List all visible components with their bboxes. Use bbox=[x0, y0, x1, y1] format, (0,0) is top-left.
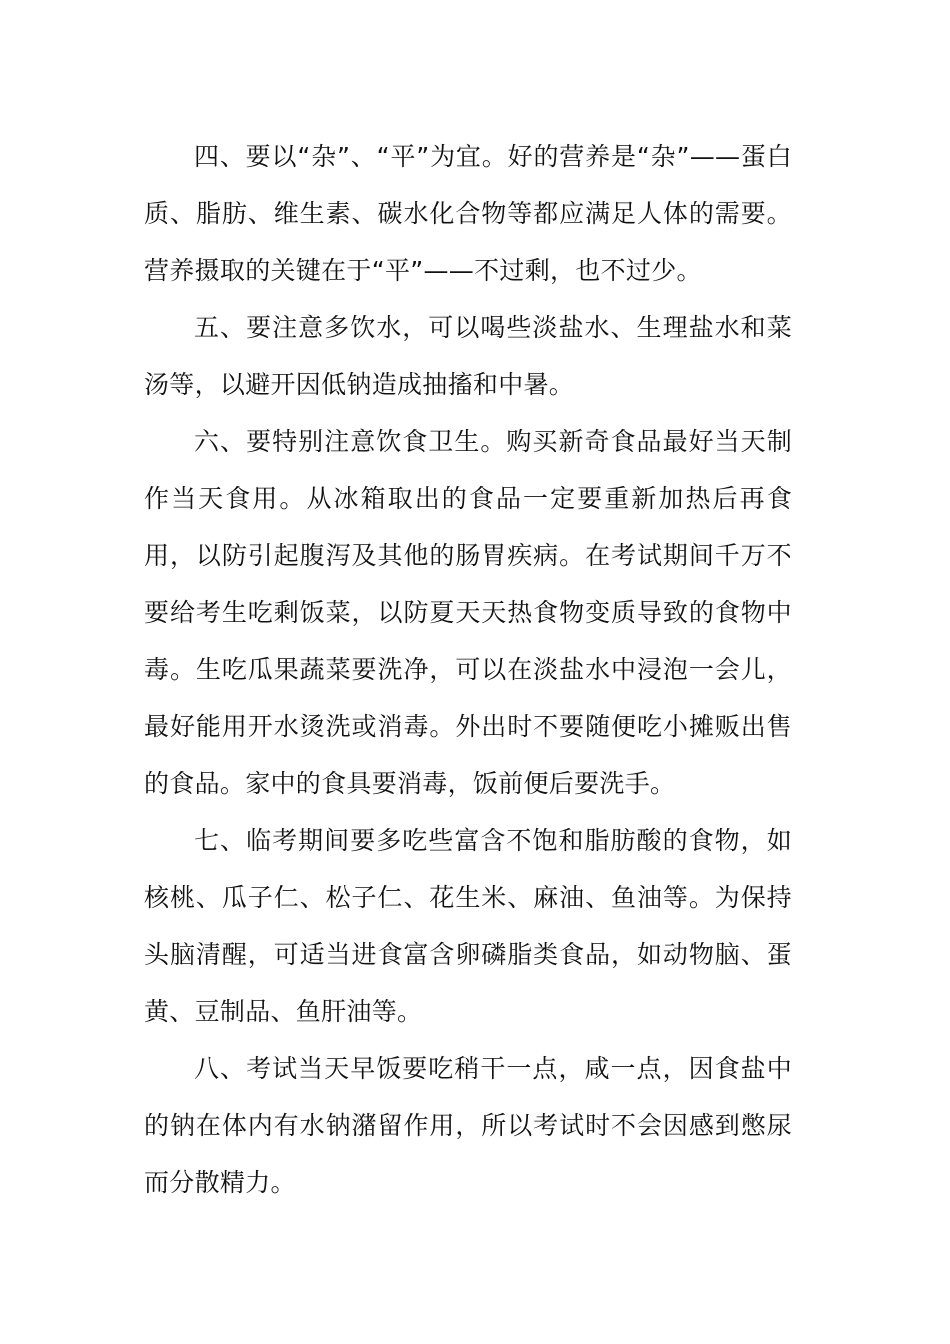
paragraph-5: 五、要注意多饮水，可以喝些淡盐水、生理盐水和菜汤等，以避开因低钠造成抽搐和中暑。 bbox=[144, 313, 792, 399]
paragraph-4: 四、要以“杂”、“平”为宜。好的营养是“杂”——蛋白质、脂肪、维生素、碳水化合物等都应满足人体的需要。营养摄取的关键在于“平”——不过剩，也不过少。 bbox=[144, 142, 792, 285]
document-page bbox=[144, 128, 792, 1211]
paragraph-8: 八、考试当天早饭要吃稍干一点，咸一点，因食盐中的钠在体内有水钠潴留作用，所以考试时不会因感到憋尿而分散精力。 bbox=[144, 1054, 792, 1197]
paragraph-6: 六、要特别注意饮食卫生。购买新奇食品最好当天制作当天食用。从冰箱取出的食品一定要重新加热后再食用，以防引起腹泻及其他的肠胃疾病。在考试期间千万不要给考生吃剩饭菜，以防夏天天热食物变质导致的食物中毒。生吃瓜果蔬菜要洗净，可以在淡盐水中浸泡一会儿，最好能用开水烫洗或消毒。外出时不要随便吃小摊贩出售的食品。家中的食具要消毒，饭前便后要洗手。 bbox=[144, 427, 792, 798]
paragraph-7: 七、临考期间要多吃些富含不饱和脂肪酸的食物，如核桃、瓜子仁、松子仁、花生米、麻油、鱼油等。为保持头脑清醒，可适当进食富含卵磷脂类食品，如动物脑、蛋黄、豆制品、鱼肝油等。 bbox=[144, 826, 792, 1026]
